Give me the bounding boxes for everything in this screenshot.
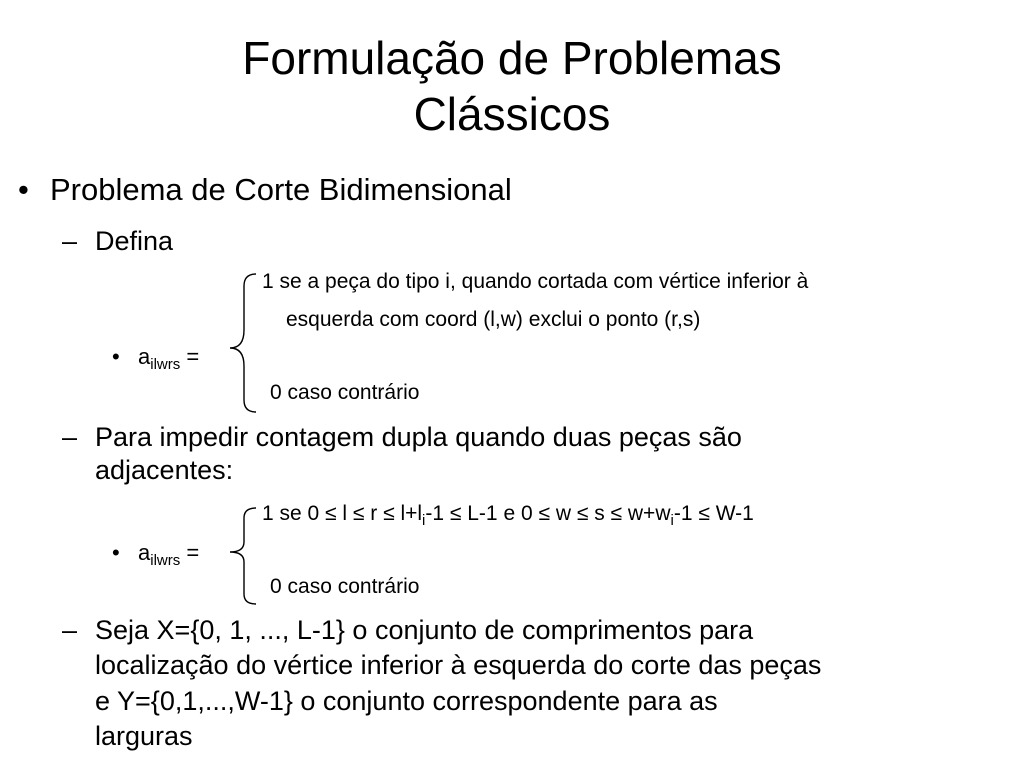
dash-marker: – [62, 226, 78, 256]
item-impedir-line2: adjacentes: [95, 455, 234, 485]
equals-sign: = [186, 540, 200, 565]
item-defina: Defina [95, 226, 174, 256]
def2-case0: 0 caso contrário [270, 575, 420, 598]
def2-variable [138, 540, 200, 569]
dash-marker: – [62, 422, 78, 452]
item-seja-line3: e Y={0,1,...,W-1} o conjunto correspondente para as [95, 686, 718, 716]
def2-subscript-1: i [422, 512, 426, 529]
slide-title [0, 30, 1024, 142]
def1-case0: 0 caso contrário [270, 381, 420, 404]
item-impedir-line1: Para impedir contagem dupla quando duas peças são [95, 422, 742, 452]
var-subscript: ilwrs [150, 552, 181, 569]
bullet-problema-corte: Problema de Corte Bidimensional [50, 172, 512, 207]
item-seja-line1: Seja X={0, 1, ..., L-1} o conjunto de comprimentos para [95, 615, 754, 645]
title-line-2: Clássicos [413, 88, 611, 140]
def2-case1-part-b: -1 ≤ L-1 e 0 ≤ w ≤ s ≤ w+w [425, 502, 671, 525]
dash-marker: – [62, 615, 78, 645]
def1-variable [138, 344, 200, 373]
def1-case1-line2: esquerda com coord (l,w) exclui o ponto (r,s) [286, 308, 701, 331]
def2-case1-part-a: 1 se 0 ≤ l ≤ r ≤ l+l [262, 502, 423, 525]
def2-case1-part-c: -1 ≤ W-1 [673, 502, 754, 525]
bullet-marker: • [112, 540, 120, 565]
bullet-marker: • [18, 172, 29, 207]
var-base: a [138, 540, 151, 565]
def2-subscript-2: i [670, 512, 674, 529]
bullet-marker: • [112, 344, 120, 369]
title-line-1: Formulação de Problemas [242, 32, 782, 84]
var-base: a [138, 344, 151, 369]
left-brace-2 [222, 506, 262, 606]
item-seja-line4: larguras [95, 721, 193, 751]
item-seja-line2: localização do vértice inferior à esquerda do corte das peças [95, 650, 822, 680]
var-subscript: ilwrs [150, 356, 181, 373]
def2-case1 [262, 502, 754, 529]
left-brace-1 [222, 272, 262, 414]
def1-case1-line1: 1 se a peça do tipo i, quando cortada com vértice inferior à [262, 270, 809, 293]
equals-sign: = [186, 344, 200, 369]
